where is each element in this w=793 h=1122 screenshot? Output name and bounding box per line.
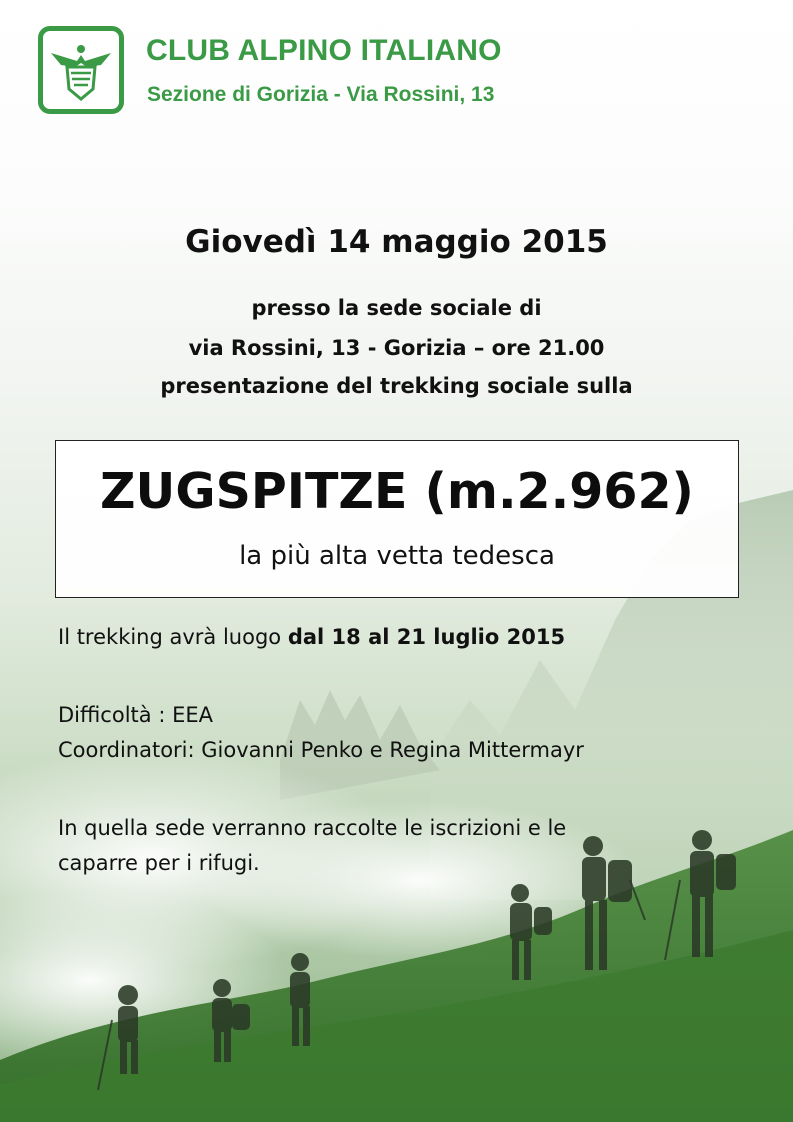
difficulty-line: Difficoltà : EEA: [58, 703, 213, 727]
trek-subtitle: la più alta vetta tedesca: [239, 541, 555, 571]
registration-notice: caparre per i rifugi.: [58, 851, 260, 875]
cai-eagle-shield-icon: [47, 35, 115, 105]
coordinators-line: Coordinatori: Giovanni Penko e Regina Mittermayr: [58, 738, 584, 762]
trek-dates-line: [58, 625, 565, 649]
venue-line: via Rossini, 13 - Gorizia – ore 21.00: [188, 336, 605, 360]
trek-dates-prefix: Il trekking avrà luogo: [58, 625, 288, 649]
registration-notice: In quella sede verranno raccolte le iscrizioni e le: [58, 816, 567, 840]
event-date: Giovedì 14 maggio 2015: [185, 224, 608, 260]
venue-line: presentazione del trekking sociale sulla: [160, 374, 633, 398]
cai-logo: [38, 26, 124, 114]
trek-title: ZUGSPITZE (m.2.962): [100, 463, 694, 520]
trek-dates: dal 18 al 21 luglio 2015: [287, 625, 566, 649]
trek-title-box: [55, 440, 739, 598]
venue-line: presso la sede sociale di: [251, 296, 542, 320]
organization-address: Sezione di Gorizia - Via Rossini, 13: [147, 83, 495, 106]
organization-name: CLUB ALPINO ITALIANO: [146, 34, 502, 67]
